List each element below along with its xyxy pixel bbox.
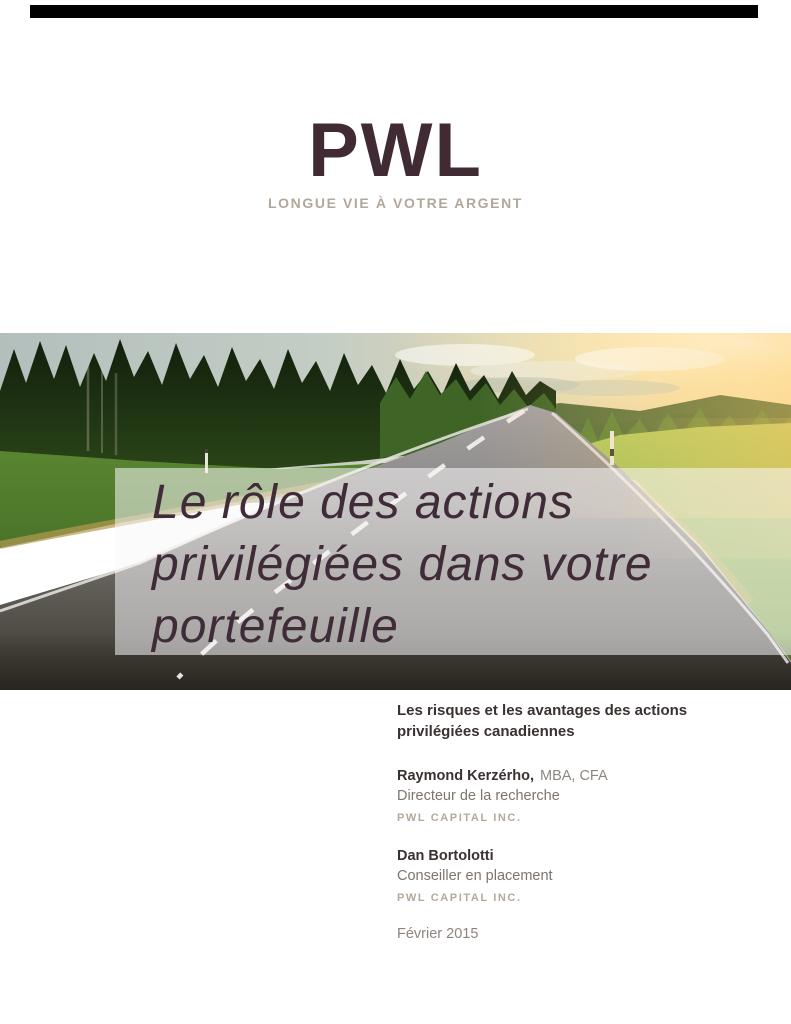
report-title-line-2: privilégiées dans votre bbox=[152, 538, 653, 591]
author-name: Raymond Kerzérho, bbox=[397, 768, 534, 784]
author-name: Dan Bortolotti bbox=[397, 848, 494, 864]
report-title bbox=[115, 468, 791, 658]
report-subtitle-line-1: Les risques et les avantages des actions bbox=[397, 702, 688, 719]
author-company: PWL CAPITAL INC. bbox=[397, 812, 522, 824]
author-name-row bbox=[397, 766, 727, 786]
author-block-2 bbox=[397, 846, 727, 906]
brand-logo bbox=[0, 108, 791, 211]
author-name-row bbox=[397, 846, 727, 866]
title-overlay-band bbox=[115, 468, 791, 655]
report-subtitle bbox=[397, 700, 727, 742]
report-date: Février 2015 bbox=[397, 926, 479, 942]
author-block-1 bbox=[397, 766, 727, 826]
author-credentials: MBA, CFA bbox=[539, 768, 608, 784]
pwl-logo-text: PWL bbox=[308, 108, 483, 193]
brand-tagline: LONGUE VIE À VOTRE ARGENT bbox=[268, 195, 523, 211]
report-title-line-1: Le rôle des actions bbox=[152, 476, 574, 529]
author-role: Directeur de la recherche bbox=[397, 788, 560, 804]
top-divider-bar bbox=[30, 5, 758, 18]
author-role: Conseiller en placement bbox=[397, 868, 553, 884]
report-subtitle-line-2: privilégiées canadiennes bbox=[397, 723, 575, 740]
author-company: PWL CAPITAL INC. bbox=[397, 892, 522, 904]
report-title-line-3: portefeuille bbox=[152, 600, 399, 653]
